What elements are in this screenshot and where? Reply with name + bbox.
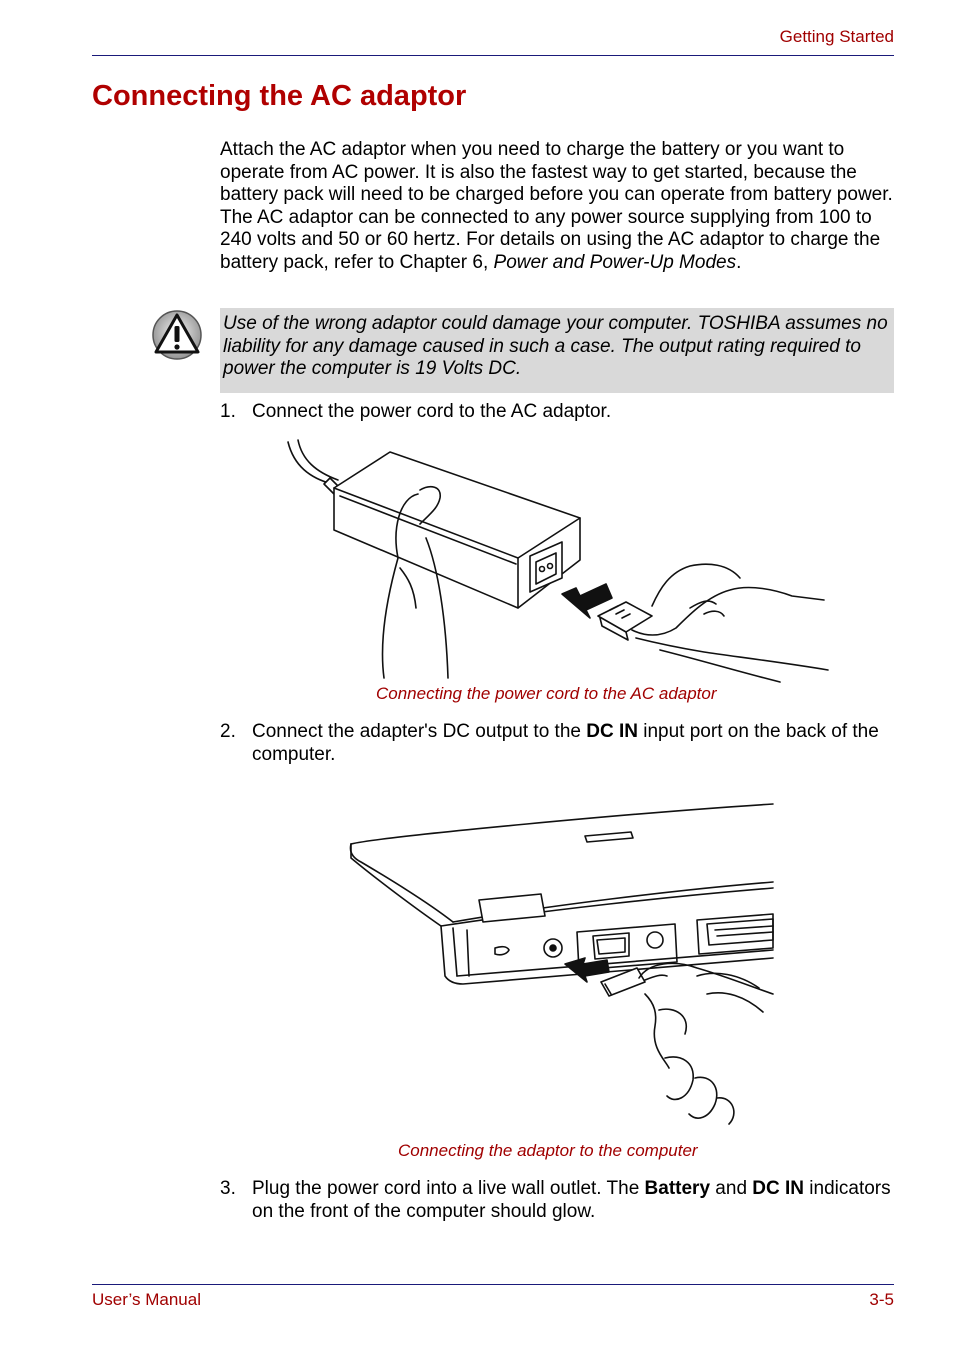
- chapter-reference: Power and Power-Up Modes: [493, 251, 737, 273]
- step-1-text: Connect the power cord to the AC adaptor.: [252, 401, 612, 422]
- footer-manual-title: User’s Manual: [92, 1290, 201, 1309]
- intro-text: Attach the AC adaptor when you need to charge the battery or you want to operate from AC power. It is also the fastest way to get started, because the battery pack will need to be charged before you can operate from battery power. The AC adaptor can be connected to any power source supplying from 100 to 240 volts and 50 or 60 hertz. For details on using the AC adaptor to charge the battery pack, refer to Chapter 6,: [220, 139, 893, 273]
- step-2-number: 2.: [220, 721, 236, 742]
- header-rule: [92, 55, 894, 56]
- step-1-number: 1.: [220, 401, 236, 422]
- caution-text: Use of the wrong adaptor could damage your computer. TOSHIBA assumes no liability for any damage caused in such a case. The output rating required to power the computer is 19 Volts DC.: [223, 313, 888, 380]
- dc-in-label: DC IN: [752, 1178, 805, 1199]
- dc-in-label: DC IN: [586, 721, 638, 742]
- footer-rule: [92, 1284, 894, 1285]
- warning-triangle-icon: [151, 309, 203, 361]
- page-title: Connecting the AC adaptor: [92, 80, 467, 112]
- battery-label: Battery: [644, 1178, 711, 1199]
- figure-2-caption: Connecting the adaptor to the computer: [398, 1141, 698, 1160]
- intro-paragraph: Attach the AC adaptor when you need to charge the battery or you want to operate from AC power. It is also the fastest way to get started, because the battery pack will need to be charged before you can operate from battery power. The AC adaptor can be connected to any power source supplying from 100 to 240 volts and 50 or 60 hertz. For details on using the AC adaptor to charge the battery pack, refer to Chapter 6, Power and Power-Up Modes.: [220, 139, 893, 273]
- page-number: 3-5: [869, 1290, 894, 1309]
- step-2-text: Connect the adapter's DC output to the DC IN input port on the back of the computer.: [252, 721, 879, 765]
- figure-ac-adaptor-illustration: [280, 438, 840, 683]
- figure-laptop-dc-in-illustration: [345, 798, 777, 1128]
- running-header: Getting Started: [779, 27, 894, 46]
- figure-1-caption: Connecting the power cord to the AC adaptor: [376, 684, 717, 703]
- step-3-number: 3.: [220, 1178, 236, 1199]
- step-3-text: Plug the power cord into a live wall outlet. The Battery and DC IN indicators on the front of the computer should glow.: [252, 1178, 891, 1222]
